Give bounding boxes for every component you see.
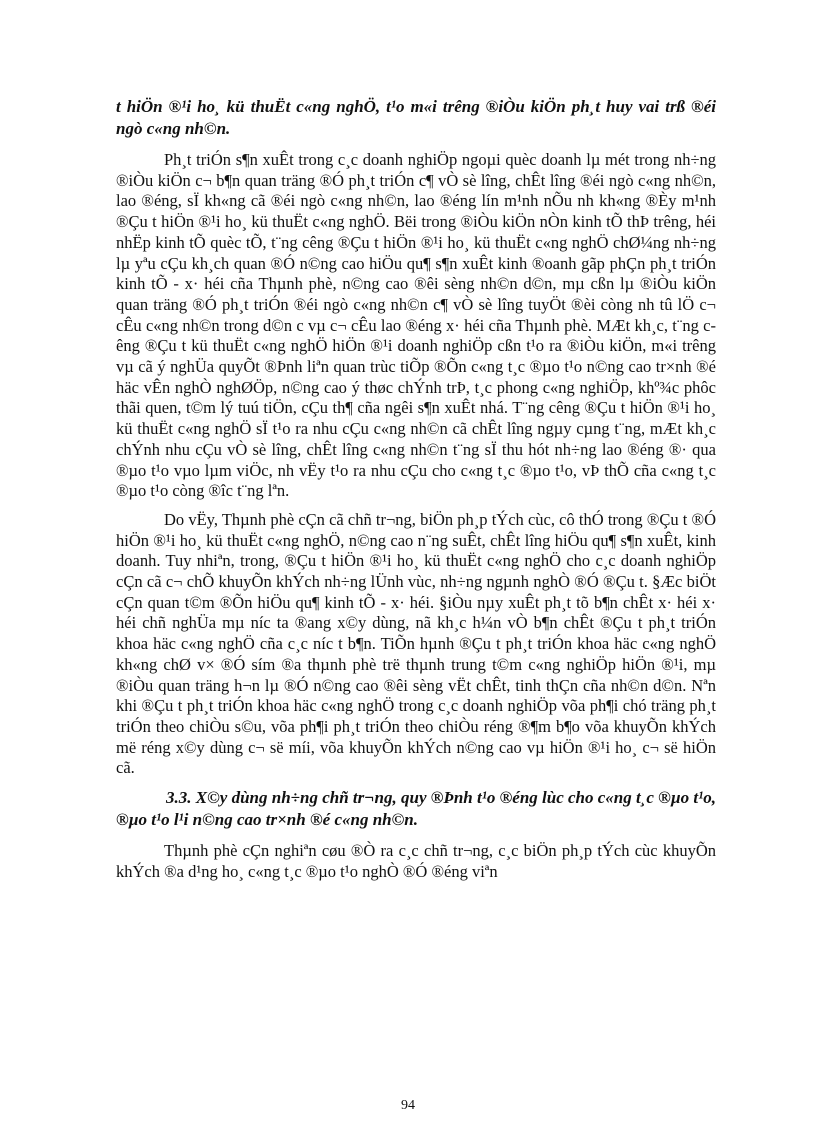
section-heading-3-3: 3.3. X©y dùng nh÷ng chñ tr¬ng, quy ®Þnh t¹o ®éng lùc cho c«ng t¸c ®µo t¹o, ®µo t¹o l¹i n©ng cao tr×nh ®é c«ng nh©n. [116, 788, 716, 830]
document-page [116, 96, 716, 891]
body-paragraph-3: Thµnh phè cÇn nghiªn cøu ®Ò ra c¸c chñ tr¬ng, c¸c biÖn ph¸p tÝch cùc khuyÕn khÝch ®a d¹ng ho¸ c«ng t¸c ®µo t¹o nghÒ ®Ó ®éng viªn [116, 841, 716, 881]
section-heading-continued: t hiÖn ®¹i ho¸ kü thuËt c«ng nghÖ, t¹o m«i trêng ®iÒu kiÖn ph¸t huy vai trß ®éi ngò c«ng nh©n. [116, 97, 716, 138]
body-paragraph-2: Do vËy, Thµnh phè cÇn cã chñ tr¬ng, biÖn ph¸p tÝch cùc, cô thÓ trong ®Çu t ®Ó hiÖn ®¹i ho¸ kü thuËt c«ng nghÖ, n©ng cao n¨ng suÊt, chÊt lîng hiÖu qu¶ s¶n xuÊt, kinh doanh. Tuy nhiªn, trong, ®Çu t hiÖn ®¹i ho¸ kü thuËt c«ng nghÖ cho c¸c doanh nghiÖp cÇn cã c¬ chÕ khuyÕn khÝch nh÷ng lÜnh vùc, nh÷ng ngµnh nghÒ ®Ó ®Çu t. §Æc biÖt cÇn quan t©m ®Õn hiÖu qu¶ kinh tÕ - x· héi. §iÒu nµy xuÊt ph¸t tõ b¶n chÊt x· héi x· héi chñ nghÜa mµ níc ta ®ang x©y dùng, nã kh¸c h¼n vÒ b¶n chÊt ®Çu t ph¸t triÓn khoa häc c«ng nghÖ cña c¸c níc t b¶n. TiÕn hµnh ®Çu t ph¸t triÓn khoa häc c«ng nghÖ kh«ng chØ v× ®Ó sím ®a thµnh phè trë thµnh trung t©m c«ng nghiÖp hiÖn ®¹i, mµ ®iÒu quan träng h¬n lµ ®Ó n©ng cao ®êi sèng vËt chÊt, tinh thÇn cña nh©n d©n. Nªn khi ®Çu t ph¸t triÓn khoa häc c«ng nghÖ trong c¸c doanh nghiÖp võa ph¶i chó träng ph¸t triÓn theo chiÒu s©u, võa ph¶i ph¸t triÓn theo chiÒu réng ®¶m b¶o võa khuyÕn khÝch më réng x©y dùng c¬ së míi, võa khuyÕn khÝch n©ng cao vµ hiÖn ®¹i ho¸ c¬ së hiÖn cã. [116, 509, 716, 778]
page-number: 94 [401, 1098, 415, 1113]
body-paragraph-1: Ph¸t triÓn s¶n xuÊt trong c¸c doanh nghiÖp ngoµi quèc doanh lµ mét trong nh÷ng ®iÒu kiÖn c¬ b¶n quan träng ®Ó ph¸t triÓn c¶ vÒ sè lîng, chÊt lîng ®éi ngò c«ng nh©n, lao ®éng, sÏ kh«ng cã ®éi ngò c«ng nh©n, lao ®éng lín m¹nh nÕu nh kh«ng ®Èy m¹nh ®Çu t hiÖn ®¹i ho¸ kü thuËt c«ng nghÖ. Bëi trong ®iÒu kiÖn nÒn kinh tÕ thÞ trêng, héi nhËp kinh tÕ quèc tÕ, t¨ng cêng ®Çu t hiÖn ®¹i ho¸ kü thuËt c«ng nghÖ chØ¼ng nh÷ng lµ yªu cÇu kh¸ch quan ®Ó n©ng cao hiÖu qu¶ s¶n xuÊt kinh ®oanh gãp phÇn ph¸t triÓn kinh tÕ - x· héi cña Thµnh phè, n©ng cao ®êi sèng nh©n d©n, mµ cßn lµ ®iÒu kiÖn quan träng ®Ó ph¸t triÓn ®éi ngò c«ng nh©n c¶ vÒ sè lîng tuyÖt ®èi còng nh tû lÖ c¬ cÊu c«ng nh©n trong d©n c vµ c¬ cÊu lao ®éng x· héi cña Thµnh phè. MÆt kh¸c, t¨ng cêng ®Çu t kü thuËt c«ng nghÖ hiÖn ®¹i doanh nghiÖp cßn t¹o ra ®iÒu kiÖn, m«i trêng vµ cã ý nghÜa quyÕt ®Þnh liªn quan trùc tiÕp ®Õn c«ng t¸c ®µo t¹o n©ng cao tr×nh ®é häc vÊn nghÒ nghØÖp, n©ng cao ý thøc chÝnh trÞ, t¸c phong c«ng nghiÖp, khº¾c phôc thãi quen, t©m lý tuú tiÖn, cÇu th¶ cña ngêi s¶n xuÊt nhá. T¨ng cêng ®Çu t hiÖn ®¹i ho¸ kü thuËt c«ng nghÖ sÏ t¹o ra nhu cÇu c«ng nh©n cã chÊt lîng ngµy cµng t¨ng, mÆt kh¸c chÝnh nhu cÇu vÒ sè lîng, chÊt lîng c«ng nh©n t¨ng sÏ thu hót nh÷ng lao ®éng ®· qua ®µo t¹o vµo lµm viÖc, nh vËy t¹o ra nhu cÇu cho c«ng t¸c ®µo t¹o, vÞ thÕ cña c«ng t¸c ®µo t¹o còng ®îc t¨ng lªn. [116, 150, 716, 501]
